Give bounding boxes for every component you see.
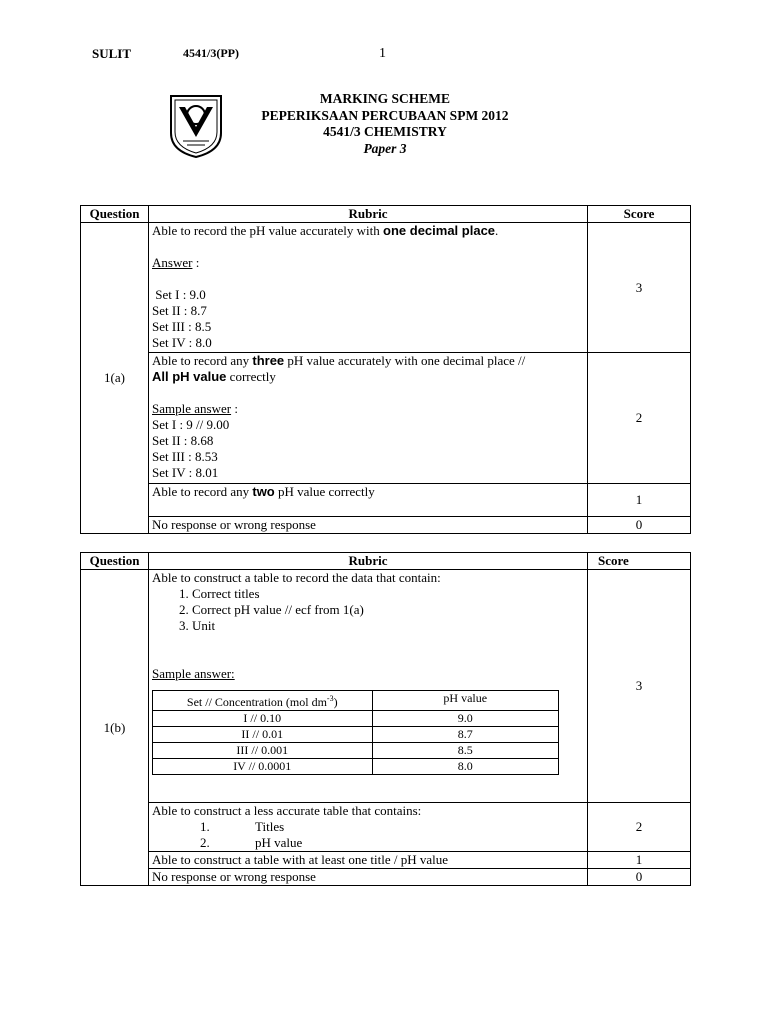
answer-line: Set I : 9.0 <box>152 287 206 302</box>
score-1b-3: 3 <box>588 570 691 803</box>
item-number: 2. <box>200 835 210 850</box>
answer-line: Set II : 8.68 <box>152 433 214 448</box>
title-line-3: 4541/3 CHEMISTRY <box>323 124 447 139</box>
rubric-table-1a <box>80 205 691 534</box>
inner-cell-set: II // 0.01 <box>153 727 373 743</box>
rubric-1b-score0: No response or wrong response <box>149 869 588 886</box>
answer-line: Set IV : 8.01 <box>152 465 219 480</box>
score-1b-0: 0 <box>588 869 691 886</box>
score-1a-1: 1 <box>588 484 691 517</box>
rubric-bold: three <box>252 353 285 368</box>
document-title <box>230 91 540 157</box>
answer-line: Set III : 8.53 <box>152 449 218 464</box>
inner-header-sup: -3 <box>326 694 334 703</box>
score-1a-2: 2 <box>588 353 691 484</box>
rubric-text: Able to record any <box>152 353 253 368</box>
criteria-list <box>152 586 584 634</box>
inner-cell-ph: 8.7 <box>372 727 559 743</box>
rubric-bold: All pH value <box>152 369 227 384</box>
inner-header-set <box>153 691 373 711</box>
rubric-1a-score2 <box>149 353 588 484</box>
question-1b: 1(b) <box>81 570 149 886</box>
inner-header-ph: pH value <box>372 691 559 711</box>
header-rubric: Rubric <box>149 553 588 570</box>
item-number: 1. <box>200 819 210 834</box>
item-text: Titles <box>255 819 285 834</box>
sulit-label: SULIT <box>92 46 132 61</box>
sample-colon: : <box>231 401 238 416</box>
inner-header-text: Set // Concentration (mol dm <box>186 695 327 709</box>
rubric-text: Able to record any <box>152 484 253 499</box>
inner-cell-set: IV // 0.0001 <box>153 759 373 775</box>
rubric-bold: two <box>252 484 275 499</box>
criteria-item: 2. Correct pH value // ecf from 1(a) <box>192 602 584 618</box>
header-rubric: Rubric <box>149 206 588 223</box>
sample-answer-label: Sample answer <box>152 401 232 416</box>
inner-cell-set: I // 0.10 <box>153 711 373 727</box>
answer-colon: : <box>192 255 200 270</box>
rubric-text: correctly <box>226 369 276 384</box>
score-1b-1: 1 <box>588 852 691 869</box>
rubric-text: Able to construct a table to record the data that contain: <box>152 570 441 585</box>
item-text: pH value <box>255 835 303 850</box>
rubric-text: pH value correctly <box>274 484 375 499</box>
answer-line: Set III : 8.5 <box>152 319 212 334</box>
answer-label: Answer <box>152 255 193 270</box>
inner-header-text: ) <box>333 695 338 709</box>
rubric-text: Able to record the pH value accurately with <box>152 223 384 238</box>
header-score: Score <box>588 553 691 570</box>
rubric-1b-score2 <box>149 803 588 852</box>
answer-line: Set II : 8.7 <box>152 303 207 318</box>
rubric-1a-score0: No response or wrong response <box>149 517 588 534</box>
title-line-4: Paper 3 <box>363 140 407 156</box>
rubric-text: . <box>495 223 499 238</box>
header-question: Question <box>81 553 149 570</box>
title-line-1: MARKING SCHEME <box>319 91 451 106</box>
criteria-item: 3. Unit <box>192 618 584 634</box>
score-1a-3: 3 <box>588 223 691 353</box>
title-line-2: PEPERIKSAAN PERCUBAAN SPM 2012 <box>261 107 509 123</box>
page-number: 1 <box>379 46 386 61</box>
sample-data-table <box>152 690 559 775</box>
sample-answer-label: Sample answer: <box>152 666 235 681</box>
rubric-text: Able to construct a less accurate table that contains: <box>152 803 422 818</box>
inner-cell-ph: 8.5 <box>372 743 559 759</box>
header-question: Question <box>81 206 149 223</box>
inner-cell-ph: 9.0 <box>372 711 559 727</box>
score-1a-0: 0 <box>588 517 691 534</box>
rubric-table-1b <box>80 552 691 886</box>
header-score: Score <box>588 206 691 223</box>
rubric-text: pH value accurately with one decimal place // <box>284 353 526 368</box>
rubric-1a-score3 <box>149 223 588 353</box>
rubric-bold: one decimal place <box>383 223 496 238</box>
score-1b-2: 2 <box>588 803 691 852</box>
school-crest-logo <box>165 93 227 159</box>
paper-code: 4541/3(PP) <box>183 46 239 60</box>
inner-cell-set: III // 0.001 <box>153 743 373 759</box>
rubric-1a-score1 <box>149 484 588 517</box>
criteria-item: 1. Correct titles <box>192 586 584 602</box>
question-1a: 1(a) <box>81 223 149 534</box>
answer-line: Set I : 9 // 9.00 <box>152 417 230 432</box>
inner-cell-ph: 8.0 <box>372 759 559 775</box>
rubric-1b-score3 <box>149 570 588 803</box>
rubric-1b-score1: Able to construct a table with at least one title / pH value <box>149 852 588 869</box>
answer-line: Set IV : 8.0 <box>152 335 212 350</box>
